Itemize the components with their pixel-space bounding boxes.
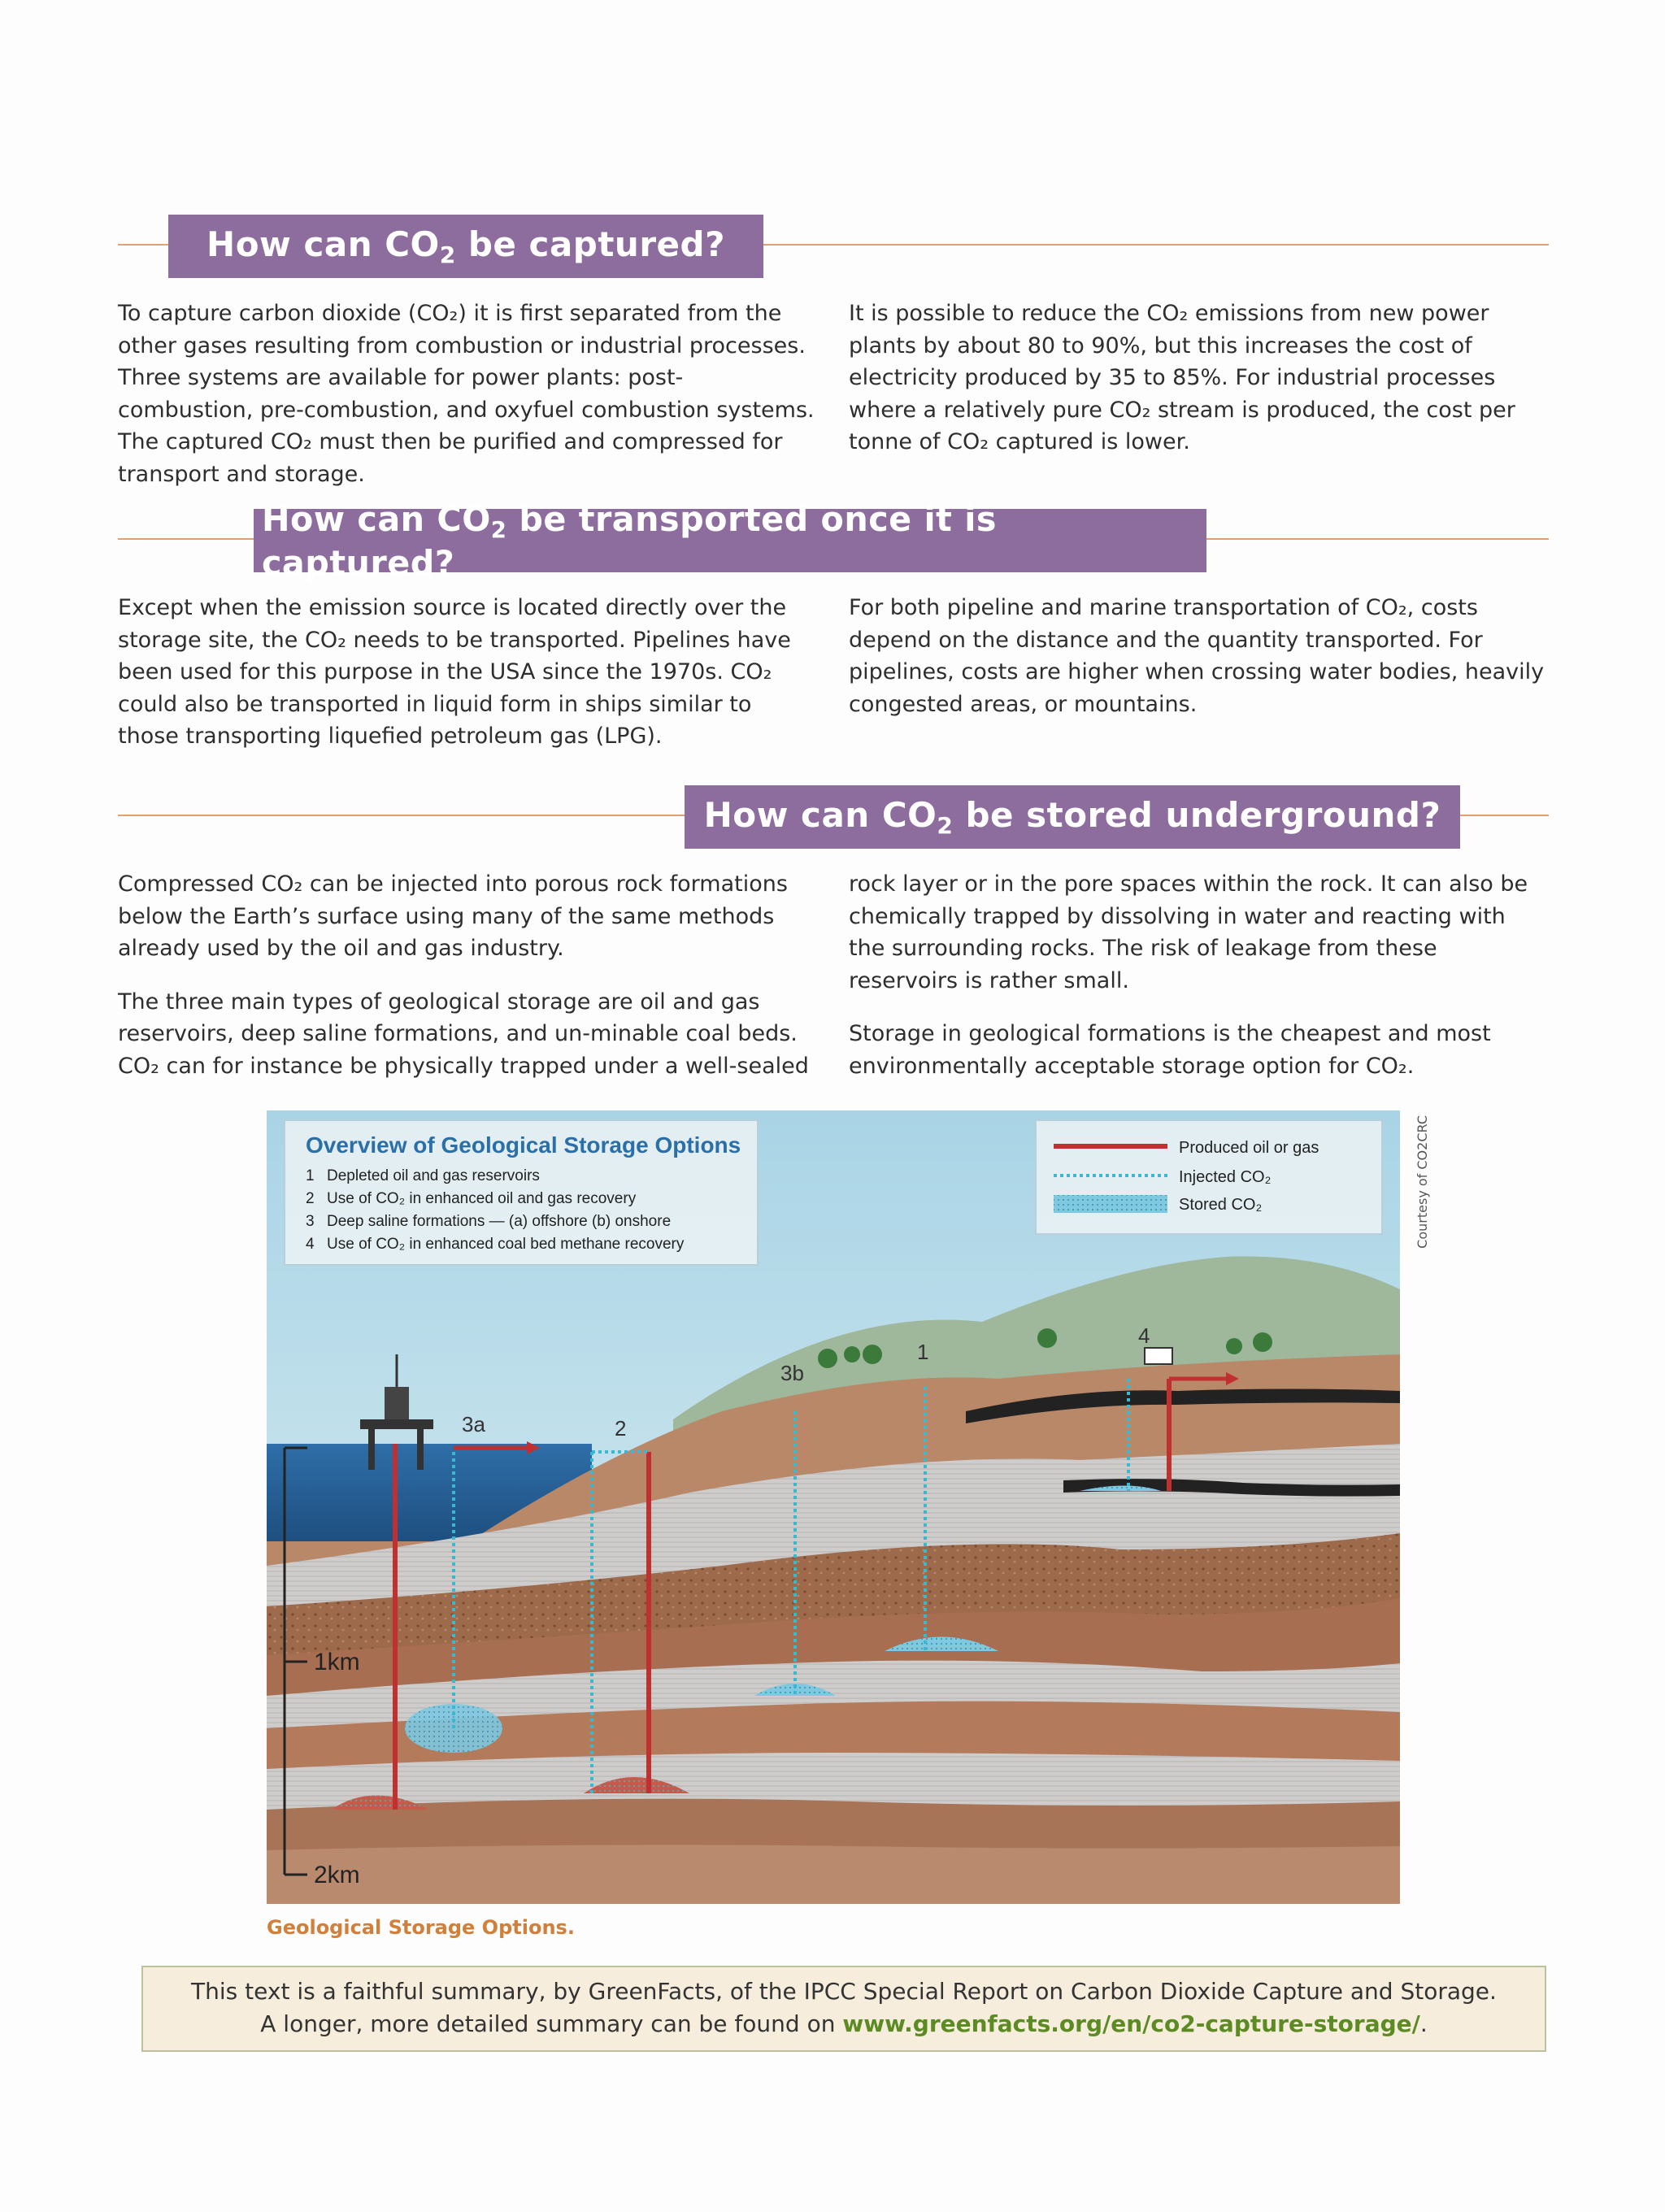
transport-left-text: Except when the emission source is located directly over the storage site, the CO₂ needs to be transported. Pipelines have been used for this purpose in the USA since the 1970s. CO₂ could also be transported in liquid form in ships similar to those transporting liquefied petroleum gas (LPG). (118, 595, 791, 749)
storage-right-column (849, 868, 1548, 1103)
footer-line-2: A longer, more detailed summary can be found on www.greenfacts.org/en/co2-capture-storage/. (260, 2010, 1428, 2037)
capture-left-text: To capture carbon dioxide (CO₂) it is first separated from the other gases resulting from combustion or industrial processes. Three systems are available for power plants: post-combustion, pre-combustion, and oxyfuel combustion systems. The captured CO₂ must then be purified and compressed for transport and storage. (118, 301, 815, 487)
option-text: Use of CO₂ in enhanced oil and gas recovery (327, 1190, 637, 1207)
site-label-4: 4 (1138, 1323, 1150, 1348)
geological-storage-illustration (267, 1110, 1400, 1904)
geological-storage-figure (267, 1110, 1400, 1904)
legend-label: Produced oil or gas (1179, 1139, 1319, 1157)
storage-left-text-1: Compressed CO₂ can be injected into porous rock formations below the Earth’s surface using many of the same methods already used by the oil and gas industry. (118, 871, 788, 961)
depth-1km-label: 1km (314, 1649, 360, 1675)
storage-right-text-1: rock layer or in the pore spaces within the rock. It can also be chemically trapped by dissolving in water and reacting with the surrounding rocks. The risk of leakage from these reservoirs is rather small. (849, 871, 1528, 993)
legend-swatch-stored (1054, 1195, 1167, 1213)
greenfacts-link[interactable]: www.greenfacts.org/en/co2-capture-storage/ (842, 2010, 1420, 2037)
section-heading-storage (685, 785, 1460, 849)
option-text: Deep saline formations — (a) offshore (b) onshore (327, 1213, 672, 1230)
building-icon (1145, 1348, 1172, 1364)
site-label-3a: 3a (462, 1412, 485, 1436)
option-number: 4 (306, 1236, 315, 1253)
option-number: 1 (306, 1167, 315, 1184)
figure-caption: Geological Storage Options. (267, 1916, 575, 1939)
footer-line-1: This text is a faithful summary, by GreenFacts, of the IPCC Special Report on Carbon Dioxide Capture and Storage. (191, 1978, 1497, 2005)
site-label-1: 1 (917, 1340, 929, 1364)
option-number: 2 (306, 1190, 315, 1207)
capture-right-text: It is possible to reduce the CO₂ emissions from new power plants by about 80 to 90%, but this increases the cost of electricity produced by 35 to 85%. For industrial processes where a relatively pure CO₂ stream is produced, the cost per tonne of CO₂ captured is lower. (849, 301, 1515, 454)
site-label-3b: 3b (780, 1361, 804, 1385)
deep-layer (267, 1845, 1400, 1904)
heading-text: How can $CO_2$ be transported once it is captured? (261, 498, 997, 583)
section-heading-transport (254, 498, 1206, 583)
option-text: Depleted oil and gas reservoirs (327, 1167, 540, 1184)
site-label-2: 2 (615, 1416, 627, 1441)
heading-text: How can $CO_2$ be captured? (206, 224, 725, 268)
depth-2km-label: 2km (314, 1862, 360, 1888)
storage-left-text-2: The three main types of geological storage are oil and gas reservoirs, deep saline formations, and un-minable coal beds. CO₂ can for instance be physically trapped under a well-sealed (118, 989, 809, 1079)
footer-note (141, 1966, 1546, 2052)
transport-right-text: For both pipeline and marine transportation of CO₂, costs depend on the distance and the quantity transported. For pipelines, costs are higher when crossing water bodies, heavily congested areas, or mountains. (849, 595, 1545, 717)
image-credit: Courtesy of CO2CRC (1415, 1115, 1430, 1249)
capture-right-column (849, 298, 1548, 480)
storage-right-text-2: Storage in geological formations is the cheapest and most environmentally acceptable storage option for CO₂. (849, 1021, 1491, 1079)
transport-right-column (849, 592, 1548, 741)
transport-left-column (118, 592, 817, 774)
options-title: Overview of Geological Storage Options (306, 1132, 741, 1158)
heading-text: How can $CO_2$ be stored underground? (703, 795, 1441, 839)
option-text: Use of CO₂ in enhanced coal bed methane recovery (327, 1236, 685, 1253)
legend-label: Stored CO₂ (1179, 1196, 1263, 1214)
section-heading-capture (168, 215, 763, 278)
options-panel (285, 1120, 758, 1265)
capture-left-column (118, 298, 817, 511)
legend-label: Injected CO₂ (1179, 1168, 1272, 1186)
option-number: 3 (306, 1213, 315, 1230)
storage-left-column (118, 868, 817, 1103)
legend-panel (1036, 1120, 1382, 1234)
